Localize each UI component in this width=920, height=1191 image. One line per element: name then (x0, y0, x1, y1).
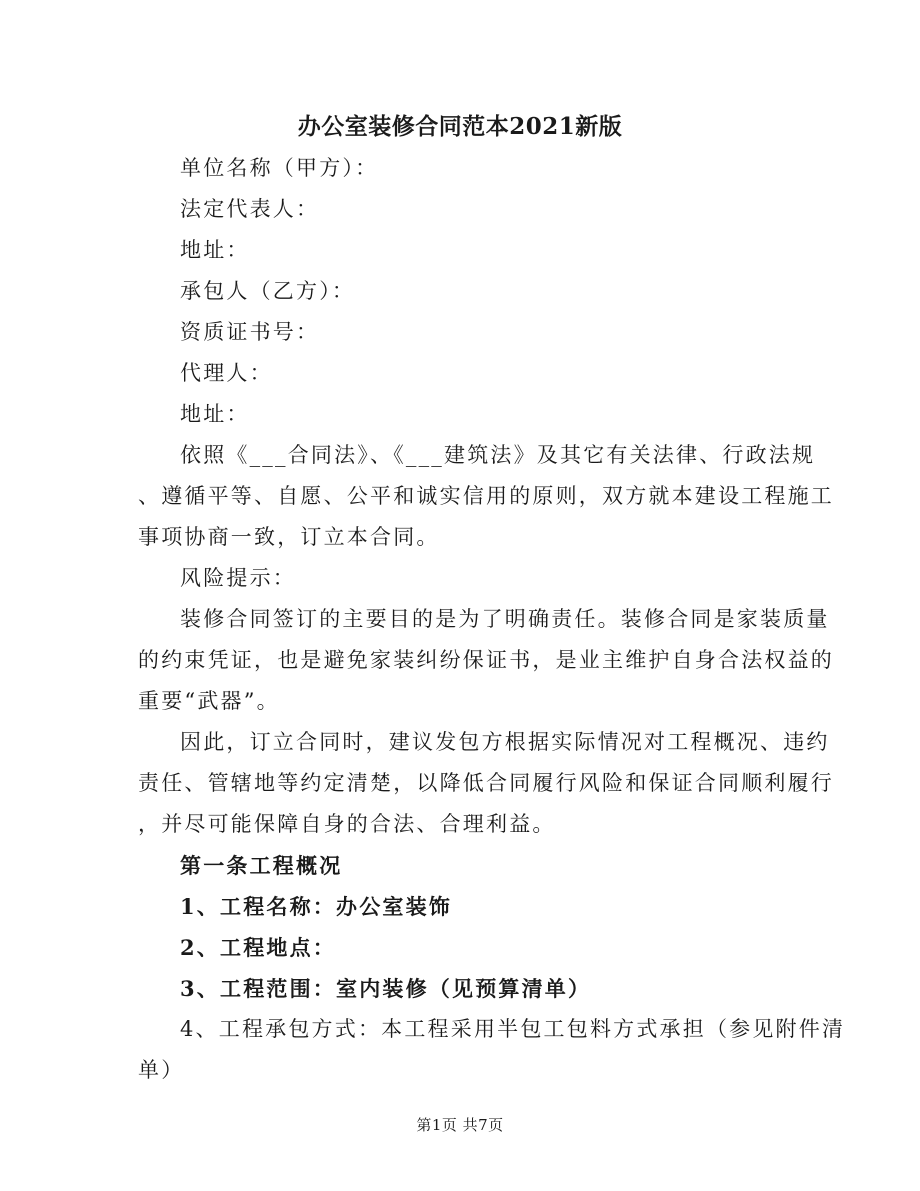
party-b-name-line: 承包人（乙方）： (180, 279, 356, 303)
contract-method-line-1: 4、工程承包方式：本工程采用半包工包料方式承担（参见附件清 (180, 1017, 846, 1041)
legal-representative-line: 法定代表人： (180, 197, 320, 221)
page-number-footer: 第1页 共7页 (416, 1116, 504, 1134)
risk-tip-heading: 风险提示： (180, 566, 296, 590)
risk-paragraph-line-2: 的约束凭证，也是避免家装纠纷保证书，是业主维护自身合法权益的 (138, 648, 834, 672)
qualification-certificate-line: 资质证书号： (180, 320, 320, 344)
document-title: 办公室装修合同范本2021新版 (297, 113, 623, 140)
article-one-heading: 第一条工程概况 (180, 853, 343, 878)
party-a-address-line: 地址： (180, 238, 250, 262)
risk-paragraph-line-3: 重要“武器”。 (138, 689, 280, 713)
advice-paragraph-line-3: ，并尽可能保障自身的合法、合理利益。 (138, 812, 556, 836)
basis-paragraph-line-2: 、遵循平等、自愿、公平和诚实信用的原则，双方就本建设工程施工 (138, 484, 834, 508)
contract-method-line-2: 单） (138, 1058, 185, 1082)
project-scope-line: 3、工程范围：室内装修（见预算清单） (180, 976, 592, 1001)
party-a-name-line: 单位名称（甲方）： (180, 156, 379, 180)
basis-paragraph-line-3: 事项协商一致，订立本合同。 (138, 525, 440, 549)
agent-line: 代理人： (180, 361, 273, 385)
risk-paragraph-line-1: 装修合同签订的主要目的是为了明确责任。装修合同是家装质量 (180, 607, 830, 631)
advice-paragraph-line-2: 责任、管辖地等约定清楚，以降低合同履行风险和保证合同顺利履行 (138, 771, 834, 795)
party-b-address-line: 地址： (180, 402, 250, 426)
project-location-line: 2、工程地点： (180, 935, 337, 960)
basis-paragraph-line-1: 依照《___合同法》、《___建筑法》及其它有关法律、行政法规 (180, 443, 816, 467)
project-name-line: 1、工程名称：办公室装饰 (180, 894, 453, 919)
advice-paragraph-line-1: 因此，订立合同时，建议发包方根据实际情况对工程概况、违约 (180, 730, 830, 754)
